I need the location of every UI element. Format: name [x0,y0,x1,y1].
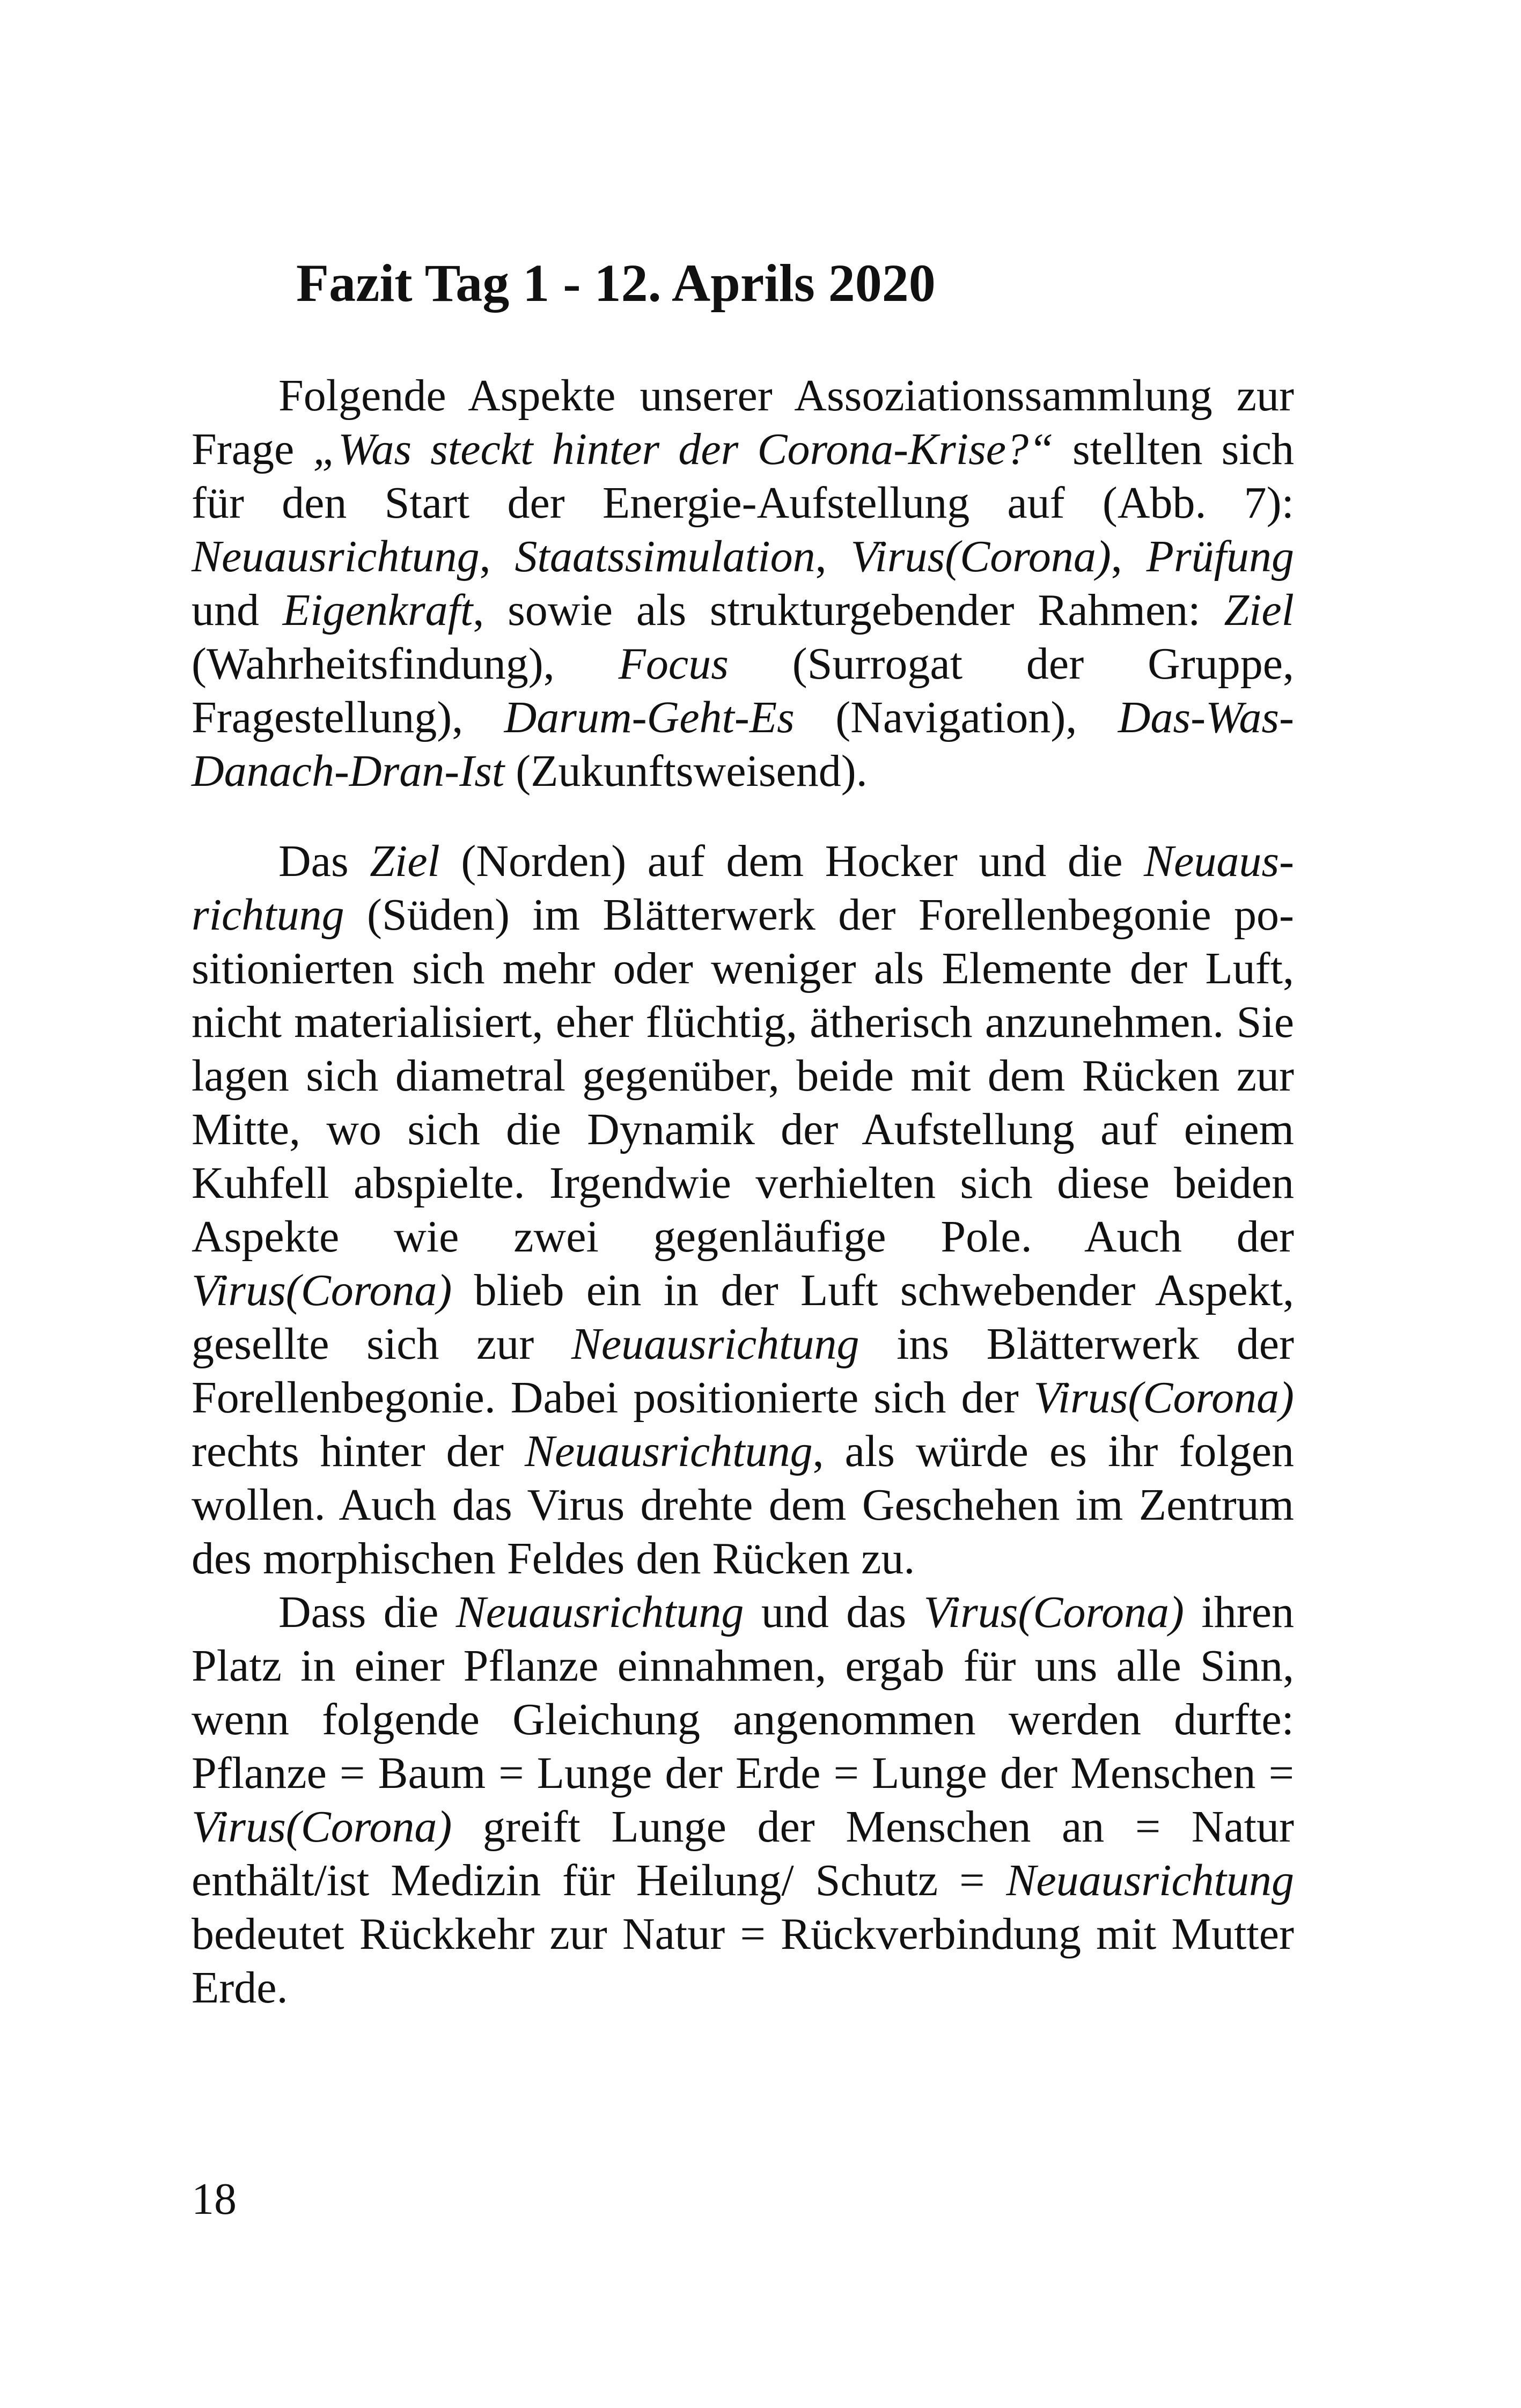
text-run: bedeutet Rückkehr zur Natur = Rückverbindung mit Mutter Erde. [192,1909,1294,2013]
page-number: 18 [192,2174,237,2224]
text-run: (Süden) im Blätterwerk der Forellenbegonie positionierten sich mehr oder weniger als Elemente der Luft, nicht materialisiert, eher flüchtig, ätherisch anzunehmen. Sie lagen sich diametral gegenüber, beide mit dem Rücken zur Mitte, wo sich die Dynamik der Aufstellung auf einem Kuhfell abspielte. Irgendwie verhielten sich diese beiden Aspekte wie zwei gegenläufige Pole. Auch der [192,890,1294,1262]
italic-run: Neuausrichtung [1006,1855,1294,1905]
body-text [192,369,1294,2015]
text-run: ins Blätterwerk der Forellenbegonie. Dabei positionierte sich der [192,1319,1294,1423]
text-run: Das [278,836,370,886]
italic-run: Neuausrichtung [524,1426,813,1476]
italic-run: Eigenkraft [282,585,473,635]
text-run: (Zukunftsweisend). [504,746,868,796]
text-run: , [815,532,851,581]
text-run: stellten sich für den Start der Energie-Aufstellung auf (Abb. 7): [192,424,1294,528]
text-run: ihren Platz in einer Pflanze einnahmen, ergab für uns alle Sinn, wenn folgende Gleichung angenommen werden durfte: Pflanze = Baum = Lunge der Erde = Lunge der Menschen = [192,1587,1295,1798]
text-run: (Norden) auf dem Hocker und die [439,836,1144,886]
italic-run: „Was steckt hinter der Corona-Krise?“ [313,424,1054,474]
italic-run: Neuausrichtung [192,532,480,581]
italic-run: Virus(Corona) [192,1265,452,1315]
text-run: (Navigation), [794,693,1118,742]
italic-run: Virus(Corona) [923,1587,1184,1637]
text-run: greift Lunge der Menschen an = Natur enthält/ist Medizin für Heilung/ Schutz = [192,1802,1294,1905]
italic-run: Staatssimulation [515,532,815,581]
italic-run: Virus(Corona) [192,1802,452,1852]
italic-run: Ziel [1224,585,1295,635]
italic-run: Neuausrichtung [571,1319,859,1369]
italic-run: Neuausrichtung [192,836,1294,940]
paragraph-2 [192,835,1294,1586]
text-run: (Wahrheitsfindung), [192,639,619,689]
text-run: Folgende Aspekte unserer Assoziationssammlung zur Frage [192,371,1294,474]
text-run: und [192,585,283,635]
text-run: rechts hinter der [192,1426,525,1476]
italic-run: Virus(Corona) [850,532,1111,581]
italic-run: Prüfung [1146,532,1294,581]
text-run: (Surrogat der Gruppe, Fragestellung), [192,639,1294,742]
italic-run: Darum-Geht-Es [504,693,795,742]
paragraph-3 [192,1586,1294,2015]
italic-run: Das-Was-Danach-Dran-Ist [192,693,1295,796]
text-run: , als würde es ihr folgen wollen. Auch das Virus drehte dem Geschehen im Zentrum des morphischen Feldes den Rücken zu. [192,1426,1294,1584]
paragraph-1 [192,369,1294,798]
text-run: , [1111,532,1147,581]
italic-run: Focus [618,639,729,689]
italic-run: Ziel [370,836,440,886]
text-run: und das [744,1587,924,1637]
italic-run: Neuausrichtung [455,1587,744,1637]
text-run: Dass die [278,1587,456,1637]
text-run: blieb ein in der Luft schwebender Aspekt, gesellte sich zur [192,1265,1294,1369]
italic-run: Virus(Corona) [1033,1373,1294,1423]
text-run: , sowie als strukturgebender Rahmen: [473,585,1224,635]
text-run: , [479,532,515,581]
chapter-heading: Fazit Tag 1 - 12. Aprils 2020 [296,253,936,313]
